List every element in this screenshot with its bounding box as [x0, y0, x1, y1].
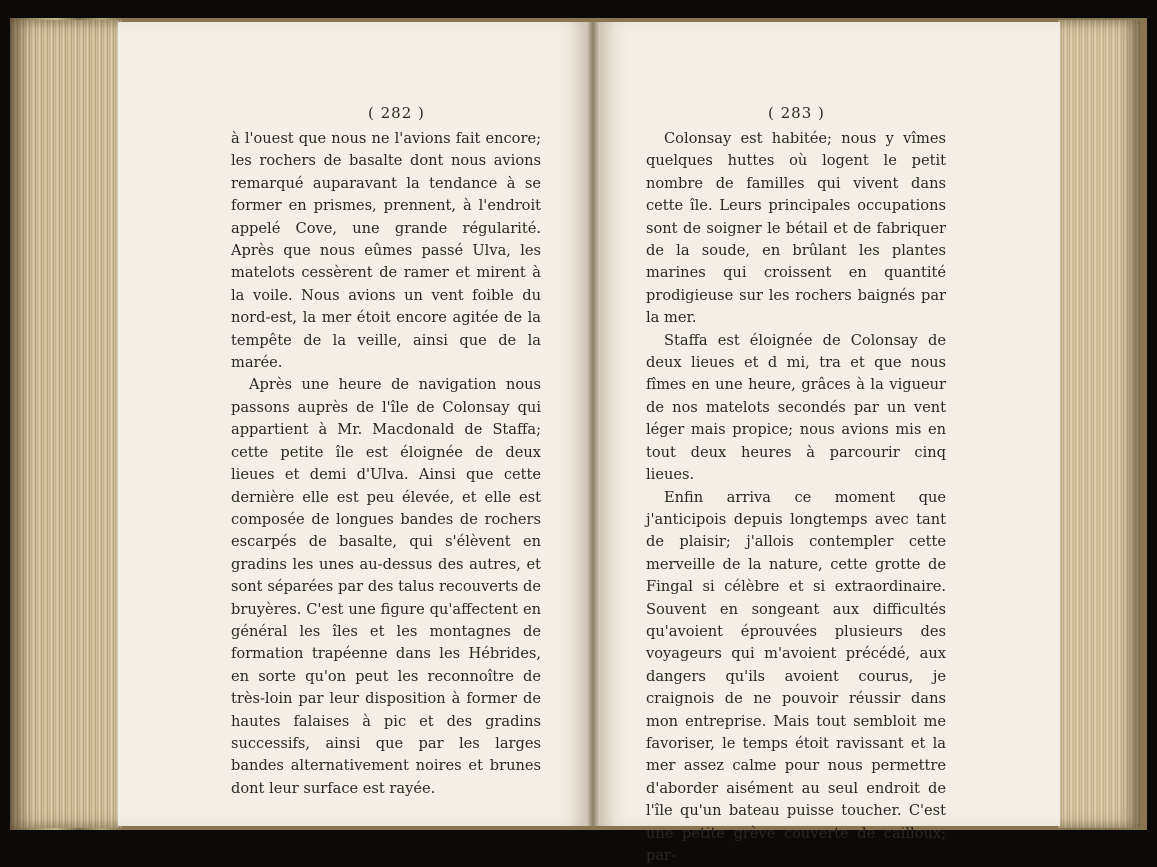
left-page-edges: [12, 20, 122, 828]
left-paragraph-1: à l'ouest que nous ne l'avions fait encore; les rochers de basalte dont nous avions remarqué auparavant la tendance à se former en prismes, prennent, à l'endroit appelé Cove, une grande régularité. Après que nous eûmes passé Ulva, les matelots cessèrent de ramer et mirent à la voile. Nous avions un vent foible du nord-est, la mer étoit encore agitée de la tempête de la veille, ainsi que de la marée.: [231, 128, 541, 374]
left-page-number: ( 282 ): [368, 104, 425, 122]
right-paragraph-3: Enfin arriva ce moment que j'anticipois depuis longtemps avec tant de plaisir; j'allois contempler cette merveille de la nature, cette grotte de Fingal si célèbre et si extraordinaire. Souvent en songeant aux difficultés qu'avoient éprouvées plusieurs des voyageurs qui m'avoient précédé, aux dangers qu'ils avoient courus, je craignois de ne pouvoir réussir dans mon entreprise. Mais tout sembloit me favoriser, le temps étoit ravissant et la mer assez calme pour nous permettre d'aborder aisément au seul endroit de l'île qu'un bateau puisse toucher. C'est une petite grève couverte de cailloux; par-: [646, 487, 946, 867]
right-paragraph-2: Staffa est éloignée de Colonsay de deux lieues et d mi, tra et que nous fîmes en une heure, grâces à la vigueur de nos matelots secondés par un vent léger mais propice; nous avions mis en tout deux heures à parcourir cinq lieues.: [646, 330, 946, 487]
right-page-edges: [1058, 20, 1140, 828]
right-paragraph-1: Colonsay est habitée; nous y vîmes quelques huttes où logent le petit nombre de familles qui vivent dans cette île. Leurs principales occupations sont de soigner le bétail et de fabriquer de la soude, en brûlant les plantes marines qui croissent en quantité prodigieuse sur les rochers baignés par la mer.: [646, 128, 946, 330]
book-gutter: [586, 22, 600, 826]
right-page-number: ( 283 ): [768, 104, 825, 122]
left-paragraph-2: Après une heure de navigation nous passons auprès de l'île de Colonsay qui appartient à Mr. Macdonald de Staffa; cette petite île est éloignée de deux lieues et demi d'Ulva. Ainsi que cette dernière elle est peu élevée, et elle est composée de longues bandes de rochers escarpés de basalte, qui s'élèvent en gradins les unes au-dessus des autres, et sont séparées par des talus recouverts de bruyères. C'est une figure qu'affectent en général les îles et les montagnes de formation trapéenne dans les Hébrides, en sorte qu'on peut les reconnoître de très-loin par leur disposition à former de hautes falaises à pic et des gradins successifs, ainsi que par les larges bandes alternativement noires et brunes dont leur surface est rayée.: [231, 374, 541, 800]
right-page-text: [646, 128, 946, 867]
left-page-text: [231, 128, 541, 800]
